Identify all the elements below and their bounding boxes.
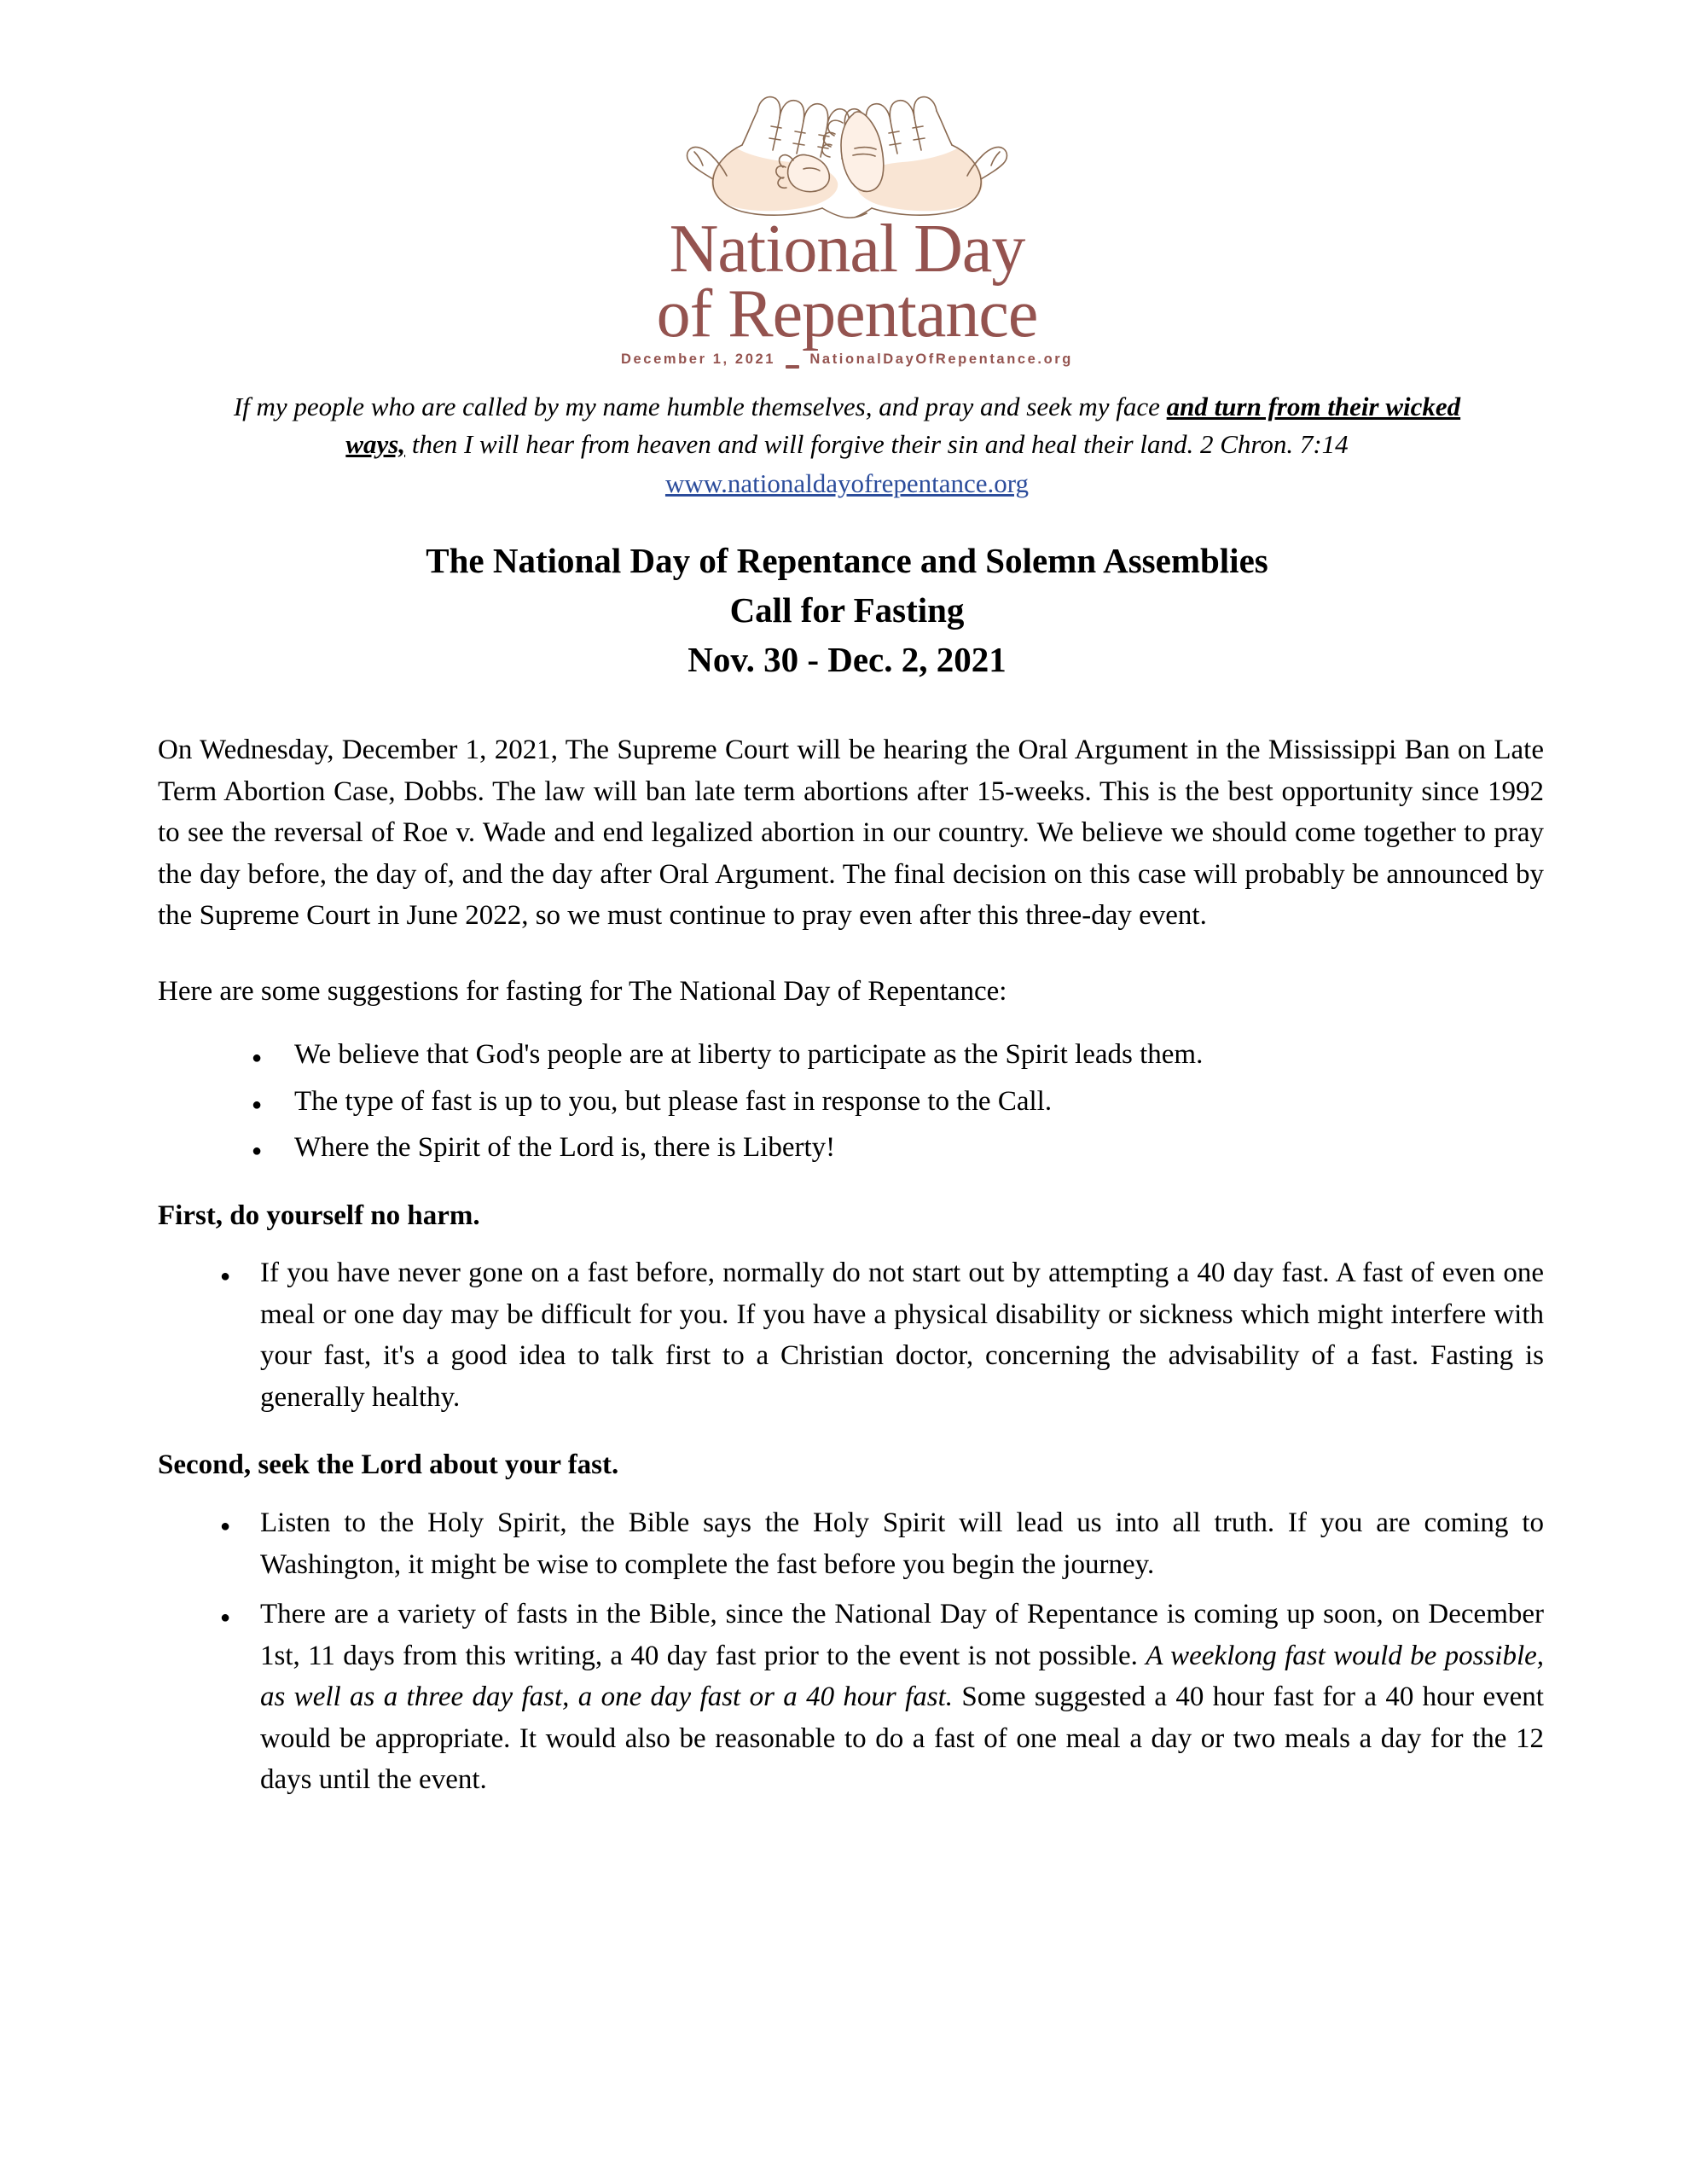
scripture-part2: then I will hear from heaven and will forgive their sin and heal their land. 2 Chron. 7:14: [405, 429, 1349, 460]
suggestions-lead-in: Here are some suggestions for fasting for The National Day of Repentance:: [158, 975, 1007, 1007]
logo-wordmark-line1: National Day: [669, 212, 1025, 287]
list-item: [158, 1594, 1544, 1801]
logo-block: [0, 67, 1694, 368]
website-link[interactable]: www.nationaldayofrepentance.org: [664, 468, 1030, 499]
list-item: ● If you have never gone on a fast before, normally do not start out by attempting a 40 day fast. A fast of even one meal or one day may be difficult for you. If you have a physical disability or sickness which might interfere with your fast, it's a good idea to talk first to a Christian doctor, concerning the advisability of a fast. Fasting is generally healthy.: [158, 1252, 1544, 1418]
list-item: ● We believe that God's people are at liberty to participate as the Spirit leads them.: [158, 1034, 1544, 1076]
hands-holding-baby-feet-icon: [664, 67, 1030, 222]
section-heading-first: First, do yourself no harm.: [158, 1199, 480, 1231]
page-title-line1: The National Day of Repentance and Solemn Assemblies: [426, 541, 1268, 580]
suggestions-list: [158, 1034, 1544, 1169]
page-title: [207, 536, 1487, 685]
logo-wordmark: [0, 212, 1694, 351]
page-title-line2: Call for Fasting: [729, 590, 965, 630]
document-body: [158, 729, 1544, 1830]
bullet-text-part1: There are a variety of fasts in the Bible, since the National Day of Repentance is coming up soon, on December 1st, 11 days from this writing, a 40 day fast prior to the event is not possible.: [260, 1599, 1544, 1671]
logo-tagline-date: December 1, 2021: [621, 351, 776, 367]
bullet-text-part2: Some suggested a 40 hour fast for a 40 hour event would be appropriate. It would also be reasonable to do a fast of one meal a day or two meals a day for the 12 days until the event.: [260, 1682, 1544, 1796]
list-item: ● Listen to the Holy Spirit, the Bible says the Holy Spirit will lead us into all truth. If you are coming to Washington, it might be wise to complete the fast before you begin the journey.: [158, 1502, 1544, 1585]
list-item: ● Where the Spirit of the Lord is, there is Liberty!: [158, 1127, 1544, 1169]
logo-tagline-site: NationalDayOfRepentance.org: [809, 351, 1073, 367]
section-heading-second: Second, seek the Lord about your fast.: [158, 1449, 619, 1481]
scripture-quote: [207, 388, 1487, 502]
page-title-line3: Nov. 30 - Dec. 2, 2021: [687, 640, 1007, 680]
scripture-emphasis: and turn from their wicked ways,: [345, 392, 1461, 460]
scripture-part1: If my people who are called by my name humble themselves, and pray and seek my face: [233, 392, 1167, 421]
section-second-list: [158, 1502, 1544, 1801]
intro-paragraph: On Wednesday, December 1, 2021, The Supreme Court will be hearing the Oral Argument in the Mississippi Ban on Late Term Abortion Case, Dobbs. The law will ban late term abortions after 15-weeks. This is the best opportunity since 1992 to see the reversal of Roe v. Wade and end legalized abortion in our country. We believe we should come together to pray the day before, the day of, and the day after Oral Argument. The final decision on this case will probably be announced by the Supreme Court in June 2022, so we must continue to pray even after this three-day event.: [158, 735, 1544, 931]
list-item: ● The type of fast is up to you, but please fast in response to the Call.: [158, 1081, 1544, 1123]
bullet-text-italic: A weeklong fast would be possible, as well as a three day fast, a one day fast or a 40 hour fast.: [260, 1640, 1545, 1713]
logo-wordmark-line2: of Repentance: [656, 276, 1038, 351]
section-first-list: [158, 1252, 1544, 1418]
logo-tagline: [0, 351, 1694, 368]
